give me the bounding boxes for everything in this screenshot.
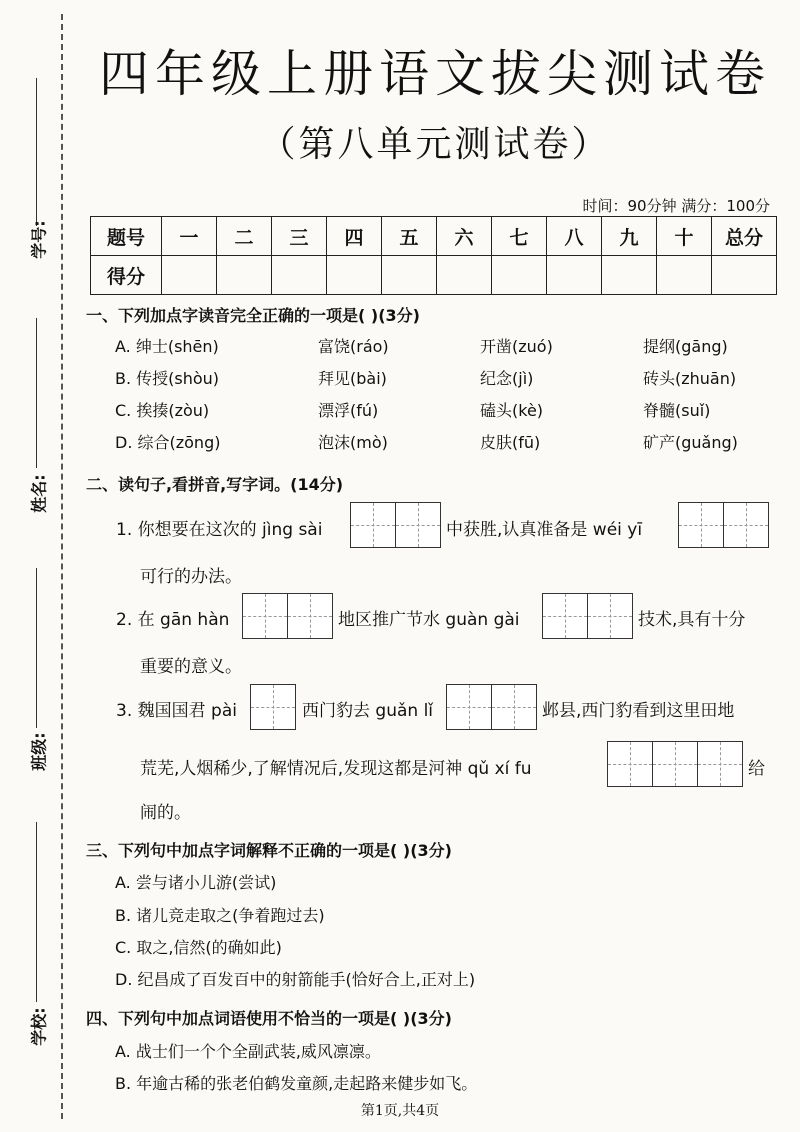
q1-option-c-4: 脊髓(suǐ) <box>643 401 711 420</box>
score-cell[interactable] <box>327 256 382 295</box>
q1-option-b-3: 纪念(jì) <box>480 369 534 388</box>
table-header-cell: 五 <box>382 217 437 256</box>
answer-grid-ganhan[interactable] <box>242 593 333 639</box>
q1-option-d-2: 泡沫(mò) <box>318 433 388 452</box>
answer-grid-pai[interactable] <box>250 684 296 730</box>
q1-option-c-1: C. 挨揍(zòu) <box>115 401 210 420</box>
table-header-cell: 九 <box>602 217 657 256</box>
q2-s1-text-c: 可行的办法。 <box>140 567 242 587</box>
q1-option-d-3: 皮肤(fū) <box>480 433 541 452</box>
score-cell[interactable] <box>217 256 272 295</box>
name-rule <box>36 318 37 468</box>
school-rule <box>36 822 37 1002</box>
score-cell[interactable] <box>162 256 217 295</box>
q3-heading: 三、下列句中加点字词解释不正确的一项是( )(3分) <box>86 841 452 860</box>
score-row-label: 得分 <box>91 256 162 295</box>
q2-s3-text-f: 闹的。 <box>140 803 191 823</box>
exam-info: 时间：90分钟 满分：100分 <box>582 197 770 215</box>
student-no-label: 学号: <box>29 220 49 259</box>
q1-option-a-4: 提纲(gāng) <box>643 337 728 356</box>
q1-option-c-3: 磕头(kè) <box>480 401 544 420</box>
score-cell[interactable] <box>657 256 712 295</box>
table-header-cell: 题号 <box>91 217 162 256</box>
answer-grid-weiyi[interactable] <box>678 502 769 548</box>
score-table-score-row <box>91 256 777 295</box>
score-cell[interactable] <box>492 256 547 295</box>
q2-s3-text-c: 邺县,西门豹看到这里田地 <box>542 701 735 721</box>
score-cell[interactable] <box>382 256 437 295</box>
answer-grid-quxifu[interactable] <box>607 741 743 787</box>
q1-option-b-4: 砖头(zhuān) <box>643 369 737 388</box>
q2-s2-text-d: 重要的意义。 <box>140 657 242 677</box>
answer-grid-jingsai[interactable] <box>350 502 441 548</box>
q2-s2-text-a: 2. 在 gān hàn <box>116 610 230 630</box>
answer-grid-guanli[interactable] <box>446 684 537 730</box>
class-label: 班级: <box>29 732 49 771</box>
q1-option-b-1: B. 传授(shòu) <box>115 369 220 388</box>
q2-s2-text-b: 地区推广节水 guàn gài <box>338 610 520 630</box>
name-label: 姓名: <box>29 474 49 513</box>
class-rule <box>36 568 37 728</box>
q1-option-d-1: D. 综合(zōng) <box>115 433 221 452</box>
table-header-cell: 总分 <box>712 217 777 256</box>
q4-option-b: B. 年逾古稀的张老伯鹤发童颜,走起路来健步如飞。 <box>115 1074 478 1093</box>
student-no-rule <box>36 78 37 226</box>
q3-option-b: B. 诸儿竞走取之(争着跑过去) <box>115 906 325 925</box>
score-cell[interactable] <box>547 256 602 295</box>
score-cell[interactable] <box>272 256 327 295</box>
q2-s3-text-e: 给 <box>748 759 765 779</box>
table-header-cell: 一 <box>162 217 217 256</box>
table-header-cell: 七 <box>492 217 547 256</box>
table-header-cell: 四 <box>327 217 382 256</box>
binding-dashed-line <box>61 14 63 1119</box>
q4-option-a: A. 战士们一个个全副武装,威风凛凛。 <box>115 1042 381 1061</box>
q2-s1-text-b: 中获胜,认真准备是 wéi yī <box>446 520 643 540</box>
q2-s3-text-b: 西门豹去 guǎn lǐ <box>302 701 434 721</box>
q2-s3-text-d: 荒芜,人烟稀少,了解情况后,发现这都是河神 qǔ xí fu <box>140 759 532 779</box>
q2-s3-text-a: 3. 魏国国君 pài <box>116 701 237 721</box>
q3-option-c: C. 取之,信然(的确如此) <box>115 938 282 957</box>
q2-heading: 二、读句子,看拼音,写字词。(14分) <box>86 475 344 494</box>
score-cell[interactable] <box>437 256 492 295</box>
q1-heading: 一、下列加点字读音完全正确的一项是( )(3分) <box>86 306 420 325</box>
q1-option-a-2: 富饶(ráo) <box>318 337 389 356</box>
page-footer: 第1页,共4页 <box>360 1103 440 1119</box>
score-cell[interactable] <box>712 256 777 295</box>
q4-heading: 四、下列句中加点词语使用不恰当的一项是( )(3分) <box>86 1009 452 1028</box>
table-header-cell: 二 <box>217 217 272 256</box>
table-header-cell: 十 <box>657 217 712 256</box>
q3-option-d: D. 纪昌成了百发百中的射箭能手(恰好合上,正对上) <box>115 970 476 989</box>
school-label: 学校: <box>29 1007 49 1046</box>
q1-option-a-3: 开凿(zuó) <box>480 337 553 356</box>
q2-s2-text-c: 技术,具有十分 <box>638 610 746 630</box>
table-header-cell: 六 <box>437 217 492 256</box>
q1-option-a-1: A. 绅士(shēn) <box>115 337 219 356</box>
q3-option-a: A. 尝与诸小儿游(尝试) <box>115 873 277 892</box>
page-title: 四年级上册语文拔尖测试卷 <box>99 45 771 103</box>
table-header-cell: 八 <box>547 217 602 256</box>
score-table <box>90 216 777 295</box>
q1-option-c-2: 漂浮(fú) <box>318 401 379 420</box>
page-subtitle: （第八单元测试卷） <box>259 124 611 165</box>
table-header-cell: 三 <box>272 217 327 256</box>
score-cell[interactable] <box>602 256 657 295</box>
q1-option-d-4: 矿产(guǎng) <box>643 433 738 452</box>
score-table-header-row <box>91 217 777 256</box>
answer-grid-guangai[interactable] <box>542 593 633 639</box>
q2-s1-text-a: 1. 你想要在这次的 jìng sài <box>116 520 323 540</box>
q1-option-b-2: 拜见(bài) <box>318 369 387 388</box>
